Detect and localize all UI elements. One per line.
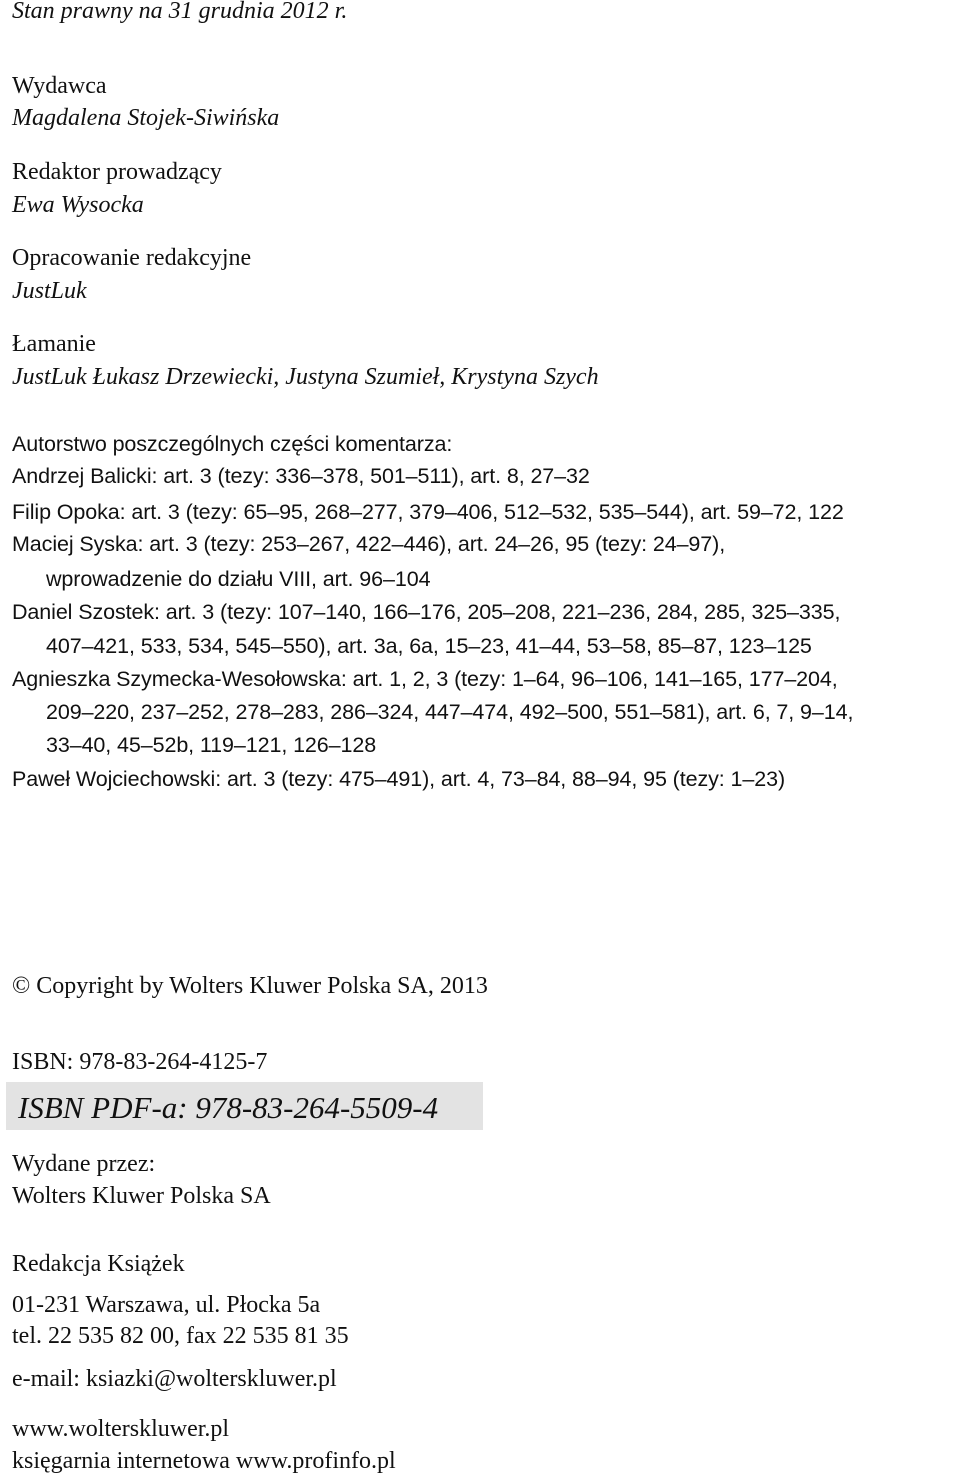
- isbn-pdf: ISBN PDF-a: 978-83-264-5509-4: [18, 1090, 439, 1125]
- typesetting-names: JustLuk Łukasz Drzewiecki, Justyna Szumieł, Krystyna Szych: [12, 364, 599, 390]
- issued-by-name: Wolters Kluwer Polska SA: [12, 1183, 271, 1209]
- editing-label: Opracowanie redakcyjne: [12, 245, 252, 271]
- publisher-name: Magdalena Stojek-Siwińska: [12, 105, 280, 131]
- managing-editor-name: Ewa Wysocka: [12, 192, 144, 218]
- legal-status-line: Stan prawny na 31 grudnia 2012 r.: [12, 0, 348, 24]
- typesetting-label: Łamanie: [12, 331, 96, 357]
- authorship-line: Agnieszka Szymecka-Wesołowska: art. 1, 2, 3 (tezy: 1–64, 96–106, 141–165, 177–204,: [12, 667, 838, 691]
- authorship-line: wprowadzenie do działu VIII, art. 96–104: [46, 567, 431, 591]
- copyright-notice: © Copyright by Wolters Kluwer Polska SA, 2013: [12, 973, 488, 999]
- authorship-line: 407–421, 533, 534, 545–550), art. 3a, 6a, 15–23, 41–44, 53–58, 85–87, 123–125: [46, 634, 812, 658]
- email-address: e-mail: ksiazki@wolterskluwer.pl: [12, 1366, 337, 1392]
- managing-editor-label: Redaktor prowadzący: [12, 159, 222, 185]
- issued-by-label: Wydane przez:: [12, 1151, 156, 1177]
- bookstore-link: księgarnia internetowa www.profinfo.pl: [12, 1448, 396, 1474]
- authorship-line: Maciej Syska: art. 3 (tezy: 253–267, 422–446), art. 24–26, 95 (tezy: 24–97),: [12, 532, 726, 556]
- authorship-line: Daniel Szostek: art. 3 (tezy: 107–140, 166–176, 205–208, 221–236, 284, 285, 325–335,: [12, 600, 841, 624]
- authorship-line: Paweł Wojciechowski: art. 3 (tezy: 475–491), art. 4, 73–84, 88–94, 95 (tezy: 1–23): [12, 767, 786, 791]
- authorship-line: Andrzej Balicki: art. 3 (tezy: 336–378, 501–511), art. 8, 27–32: [12, 464, 590, 488]
- website-link: www.wolterskluwer.pl: [12, 1416, 230, 1442]
- authorship-line: Filip Opoka: art. 3 (tezy: 65–95, 268–277, 379–406, 512–532, 535–544), art. 59–72, 122: [12, 500, 844, 524]
- isbn: ISBN: 978-83-264-4125-7: [12, 1049, 268, 1075]
- isbn-pdf-box: [6, 1082, 483, 1130]
- publisher-label: Wydawca: [12, 73, 107, 99]
- address: 01-231 Warszawa, ul. Płocka 5a: [12, 1292, 321, 1318]
- authorship-line: 209–220, 237–252, 278–283, 286–324, 447–474, 492–500, 551–581), art. 6, 7, 9–14,: [46, 700, 854, 724]
- phone-fax: tel. 22 535 82 00, fax 22 535 81 35: [12, 1323, 349, 1349]
- authorship-heading: Autorstwo poszczególnych części komentarza:: [12, 432, 453, 456]
- editing-name: JustLuk: [12, 278, 87, 304]
- department-name: Redakcja Książek: [12, 1251, 185, 1277]
- authorship-line: 33–40, 45–52b, 119–121, 126–128: [46, 733, 377, 757]
